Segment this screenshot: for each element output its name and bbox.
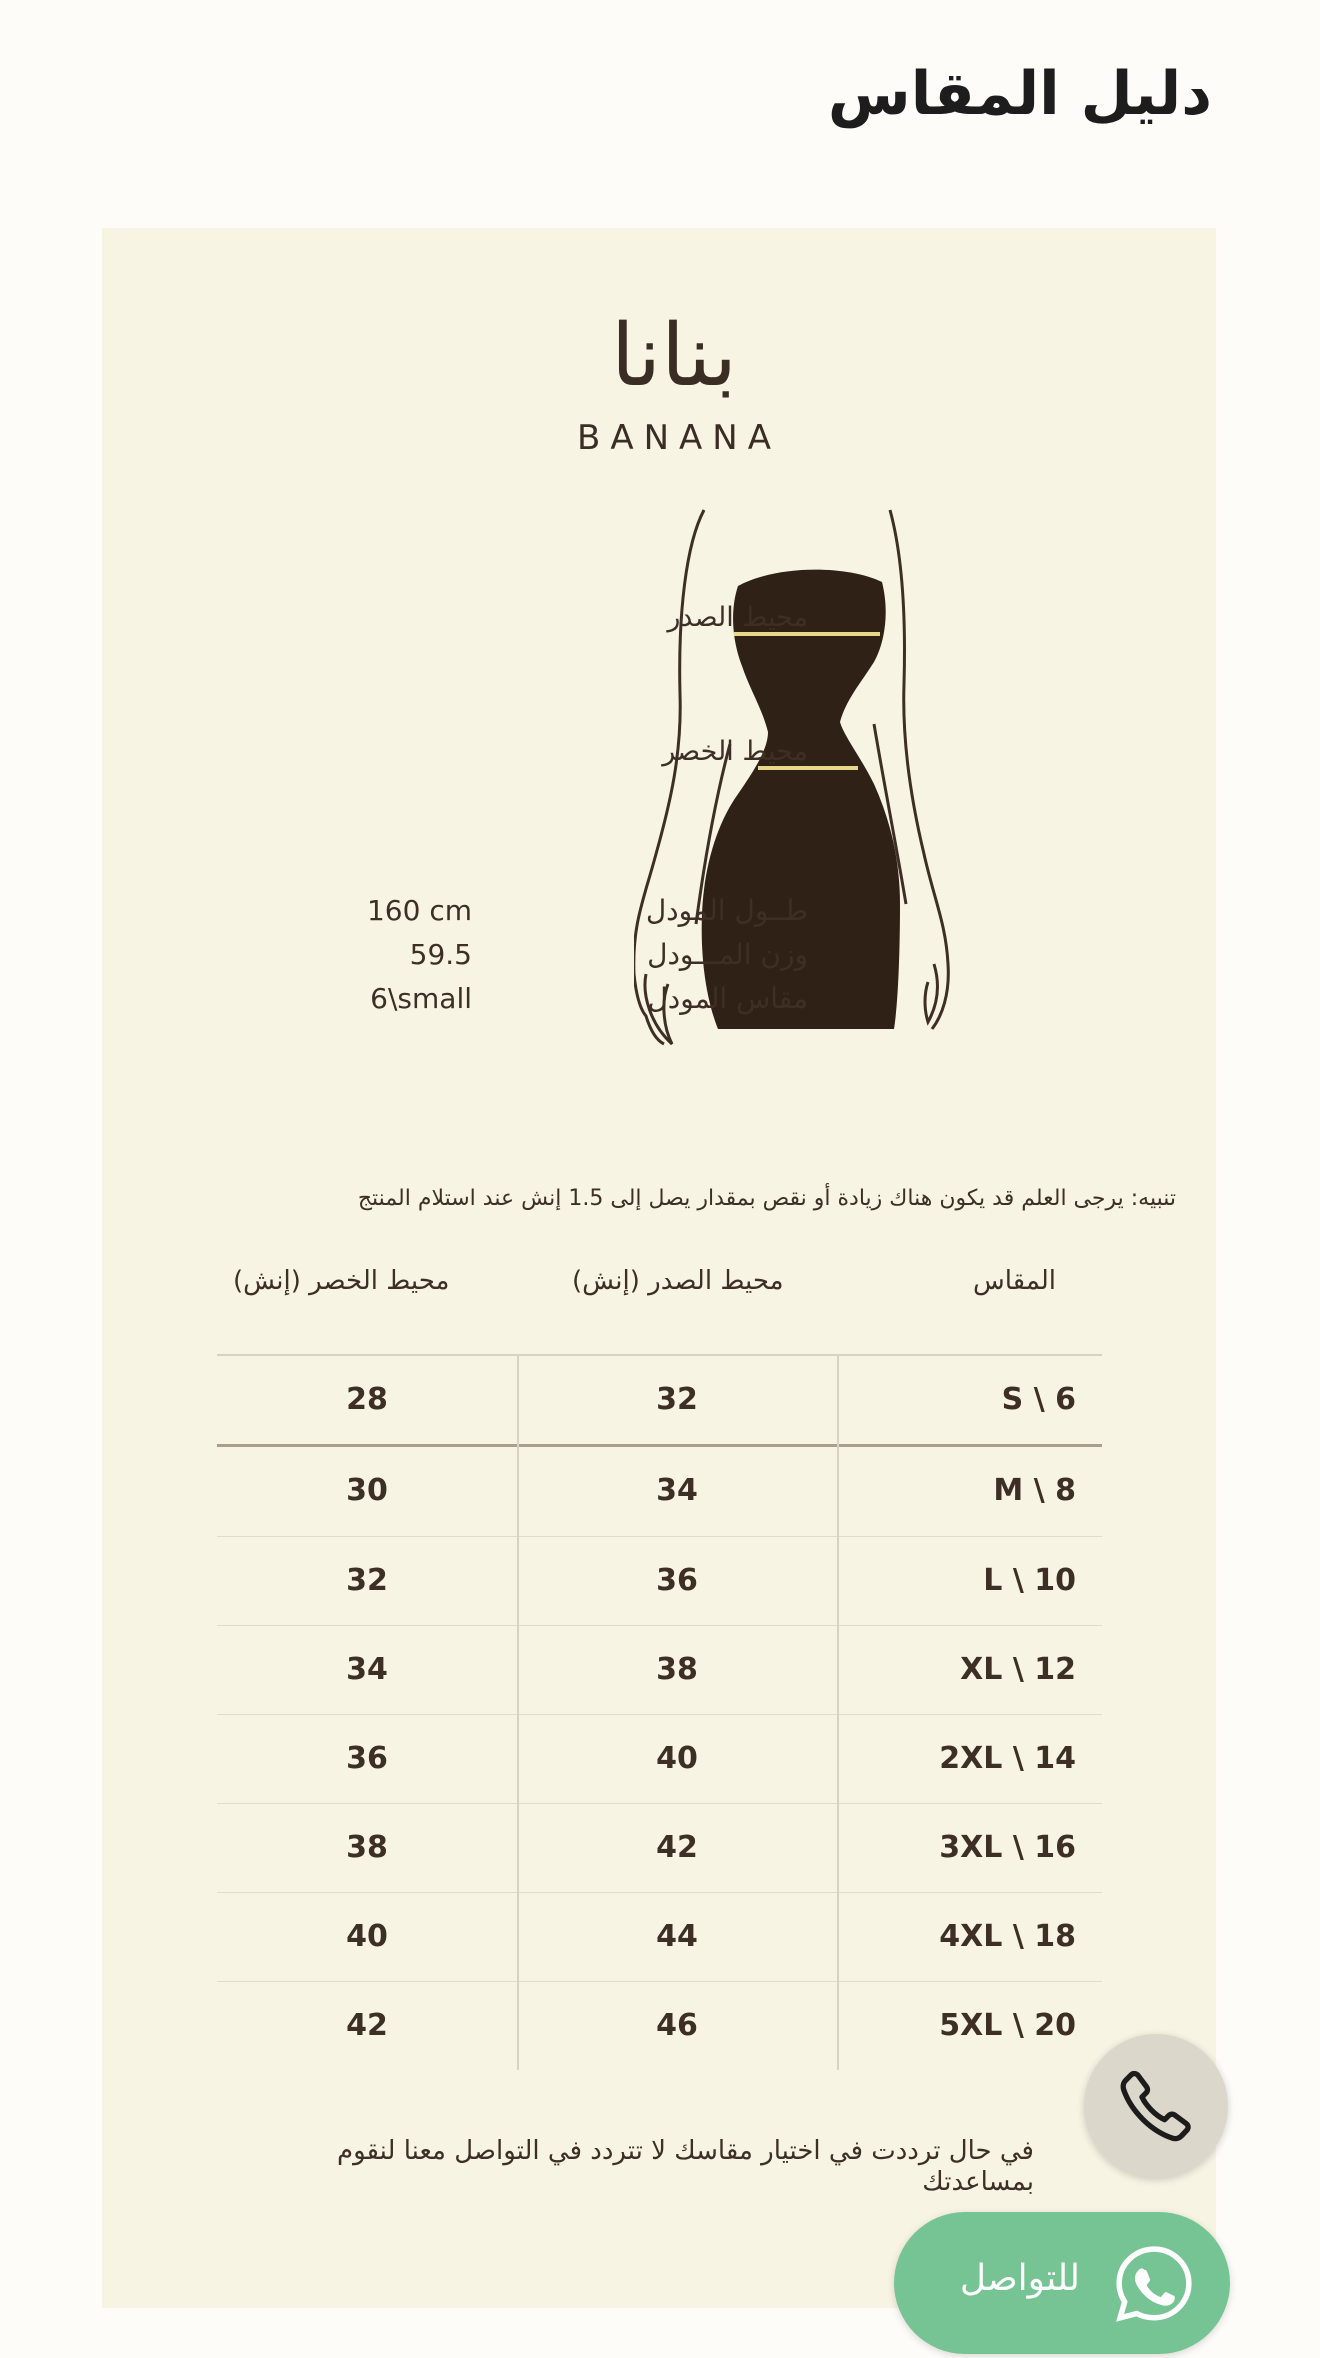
size-guide-card	[102, 228, 1216, 2308]
header-waist: محيط الخصر (إنش)	[233, 1266, 450, 1296]
size-cell: 3XL \ 16	[939, 1830, 1076, 1865]
whatsapp-icon	[1110, 2240, 1198, 2328]
table-row	[217, 1982, 1102, 2070]
bust-cell: 34	[656, 1473, 698, 1508]
size-cell: 2XL \ 14	[939, 1741, 1076, 1776]
waist-cell: 30	[346, 1473, 388, 1508]
header-size: المقاس	[973, 1266, 1056, 1296]
model-weight-value: 59.5	[409, 938, 472, 971]
table-row	[217, 1893, 1102, 1981]
model-size-label: مقاس المودل	[647, 982, 808, 1015]
size-cell: S \ 6	[1001, 1382, 1076, 1417]
whatsapp-contact-button[interactable]	[894, 2212, 1230, 2354]
size-cell: M \ 8	[993, 1473, 1076, 1508]
waist-label: محيط الخصر	[662, 736, 808, 767]
bust-cell: 40	[656, 1741, 698, 1776]
column-divider	[837, 1356, 839, 2070]
waist-cell: 32	[346, 1563, 388, 1598]
bust-cell: 36	[656, 1563, 698, 1598]
size-cell: 4XL \ 18	[939, 1919, 1076, 1954]
help-text: في حال ترددت في اختيار مقاسك لا تتردد في التواصل معنا لنقوم بمساعدتك	[337, 2136, 1034, 2198]
column-divider	[517, 1356, 519, 2070]
brand-logo-arabic: بنانا	[610, 306, 738, 406]
table-row	[217, 1356, 1102, 1444]
page-title: دليل المقاس	[827, 59, 1212, 129]
bust-cell: 32	[656, 1382, 698, 1417]
waist-cell: 28	[346, 1382, 388, 1417]
model-height-label: طــول المودل	[645, 894, 808, 927]
size-cell: XL \ 12	[960, 1652, 1076, 1687]
call-button[interactable]	[1084, 2034, 1228, 2178]
table-row	[217, 1804, 1102, 1892]
model-size-value: 6\small	[370, 982, 472, 1015]
brand-logo-english: BANANA	[577, 418, 781, 458]
table-row	[217, 1626, 1102, 1714]
measurement-note: تنبيه: يرجى العلم قد يكون هناك زيادة أو نقص بمقدار يصل إلى 1.5 إنش عند استلام المنتج	[357, 1186, 1176, 1211]
size-cell: 5XL \ 20	[939, 2008, 1076, 2043]
bust-cell: 42	[656, 1830, 698, 1865]
header-bust: محيط الصدر (إنش)	[572, 1266, 784, 1296]
waist-cell: 40	[346, 1919, 388, 1954]
bust-cell: 46	[656, 2008, 698, 2043]
bust-cell: 44	[656, 1919, 698, 1954]
model-height-value: 160 cm	[366, 894, 472, 927]
bust-label: محيط الصدر	[667, 602, 808, 633]
size-cell: L \ 10	[983, 1563, 1076, 1598]
model-weight-label: وزن المـــودل	[647, 938, 808, 971]
table-row	[217, 1537, 1102, 1625]
phone-icon	[1116, 2066, 1196, 2146]
bust-cell: 38	[656, 1652, 698, 1687]
table-row	[217, 1715, 1102, 1803]
model-figure-illustration	[634, 504, 1154, 1124]
waist-cell: 36	[346, 1741, 388, 1776]
table-row	[217, 1447, 1102, 1535]
waist-cell: 38	[346, 1830, 388, 1865]
waist-cell: 42	[346, 2008, 388, 2043]
waist-cell: 34	[346, 1652, 388, 1687]
whatsapp-label: للتواصل	[959, 2258, 1080, 2299]
